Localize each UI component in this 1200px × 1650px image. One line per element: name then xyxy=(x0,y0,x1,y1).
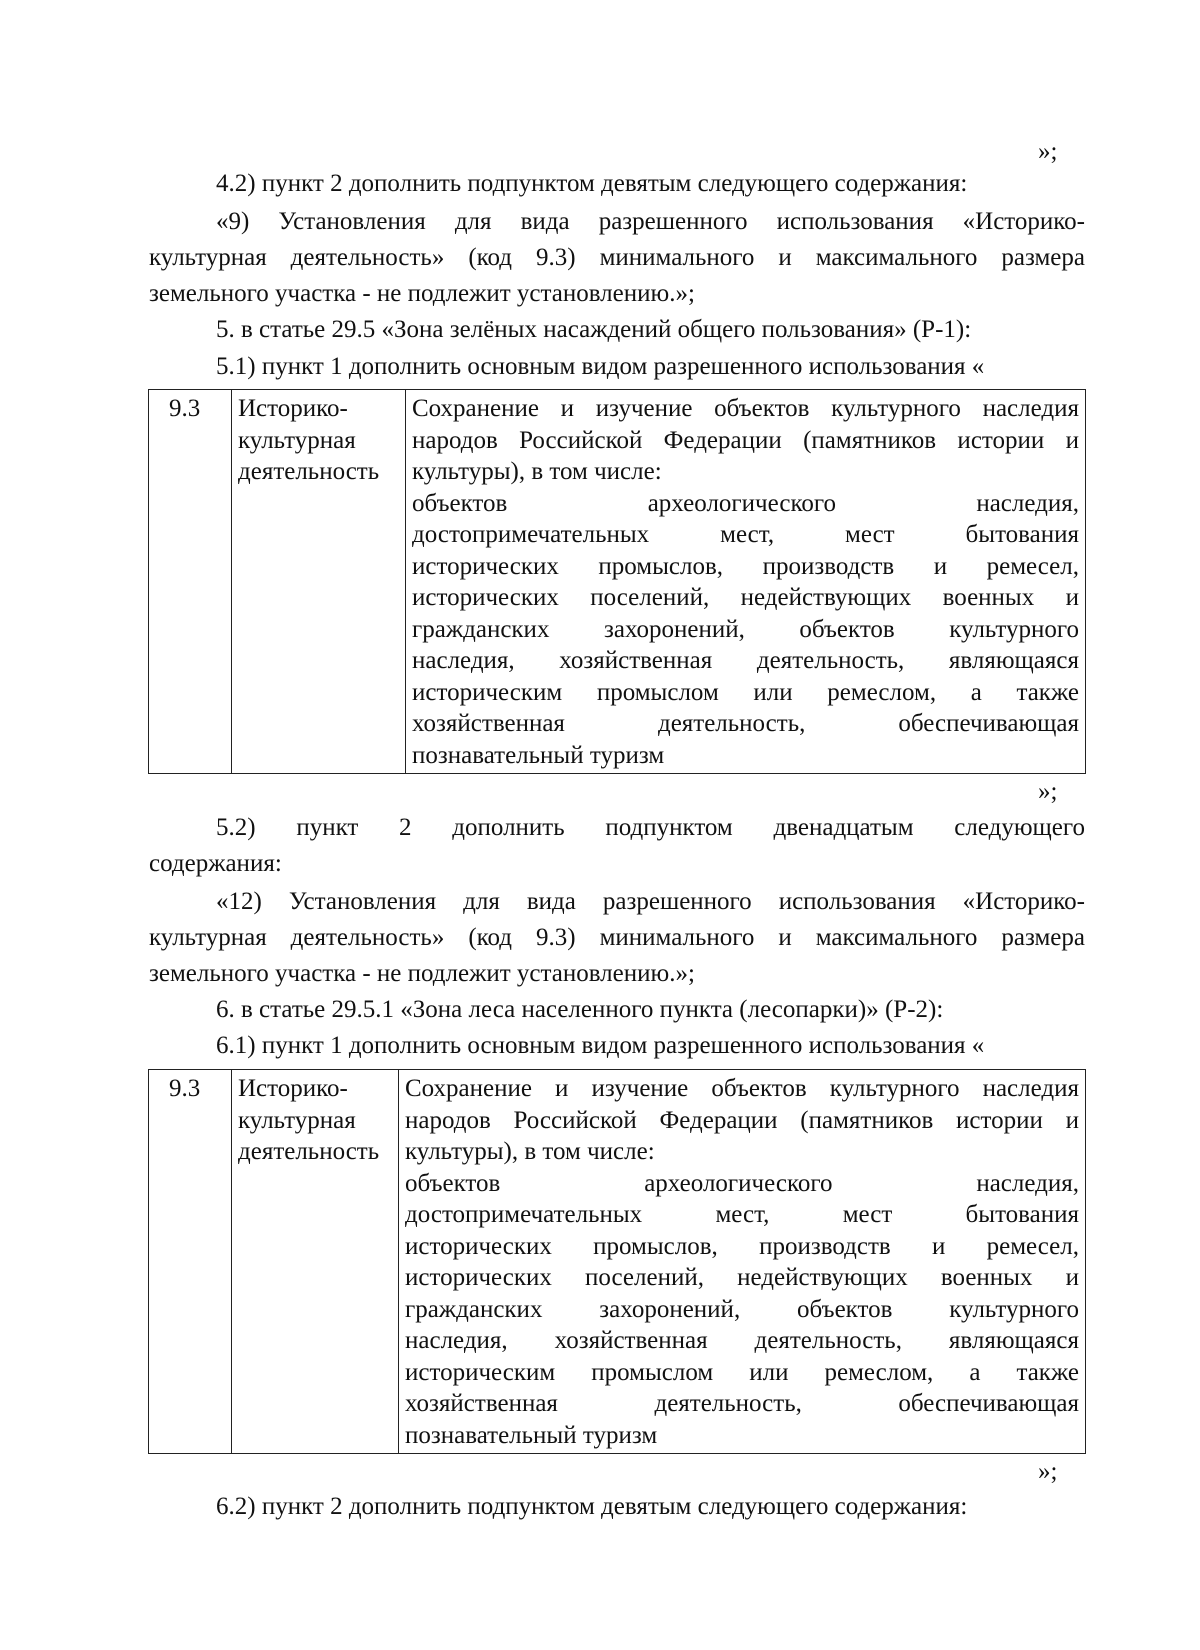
table-row xyxy=(149,1070,1086,1454)
closing-quote: »; xyxy=(1038,1458,1058,1485)
paragraph-4-2: 4.2) пункт 2 дополнить подпунктом девятым следующего содержания: xyxy=(216,170,968,197)
land-use-table-1 xyxy=(148,389,1086,774)
table-cell-description: Сохранение и изучение объектов культурного наследия народов Российской Федерации (памятников истории и культуры), в том числе: объектов археологического наследия, достопримечательных мест, мест бытования исторических промыслов, производств и ремесел, исторических поселений, недействующих военных и гражданских захоронений, объектов культурного наследия, хозяйственная деятельность, являющаяся историческим промыслом или ремеслом, а также хозяйственная деятельность, обеспечивающая познавательный туризм xyxy=(399,1070,1086,1454)
paragraph-9-line-3: земельного участка - не подлежит установлению.»; xyxy=(149,280,695,307)
paragraph-12-line-3: земельного участка - не подлежит установлению.»; xyxy=(149,960,695,987)
table-cell-code: 9.3 xyxy=(149,390,232,774)
paragraph-5-1: 5.1) пункт 1 дополнить основным видом разрешенного использования « xyxy=(216,353,985,380)
paragraph-6: 6. в статье 29.5.1 «Зона леса населенного пункта (лесопарки)» (Р-2): xyxy=(216,996,944,1023)
table-row xyxy=(149,390,1086,774)
paragraph-6-1: 6.1) пункт 1 дополнить основным видом разрешенного использования « xyxy=(216,1032,985,1059)
paragraph-5-2-line-1: 5.2) пункт 2 дополнить подпунктом двенадцатым следующего xyxy=(216,814,1085,841)
land-use-table-2 xyxy=(148,1069,1086,1454)
table-cell-name: Историко- культурная деятельность xyxy=(232,390,406,774)
closing-quote: »; xyxy=(1038,138,1058,165)
table-cell-description: Сохранение и изучение объектов культурного наследия народов Российской Федерации (памятников истории и культуры), в том числе: объектов археологического наследия, достопримечательных мест, мест бытования исторических промыслов, производств и ремесел, исторических поселений, недействующих военных и гражданских захоронений, объектов культурного наследия, хозяйственная деятельность, являющаяся историческим промыслом или ремеслом, а также хозяйственная деятельность, обеспечивающая познавательный туризм xyxy=(406,390,1086,774)
table-cell-name: Историко- культурная деятельность xyxy=(232,1070,399,1454)
paragraph-5: 5. в статье 29.5 «Зона зелёных насаждений общего пользования» (Р-1): xyxy=(216,316,972,343)
paragraph-12-line-2: культурная деятельность» (код 9.3) минимального и максимального размера xyxy=(149,924,1085,951)
paragraph-12-line-1: «12) Установления для вида разрешенного использования «Историко- xyxy=(216,888,1085,915)
paragraph-9-line-1: «9) Установления для вида разрешенного использования «Историко- xyxy=(216,208,1085,235)
paragraph-6-2: 6.2) пункт 2 дополнить подпунктом девятым следующего содержания: xyxy=(216,1493,968,1520)
paragraph-5-2-line-2: содержания: xyxy=(149,850,282,877)
table-cell-code: 9.3 xyxy=(149,1070,232,1454)
paragraph-9-line-2: культурная деятельность» (код 9.3) минимального и максимального размера xyxy=(149,244,1085,271)
closing-quote: »; xyxy=(1038,778,1058,805)
